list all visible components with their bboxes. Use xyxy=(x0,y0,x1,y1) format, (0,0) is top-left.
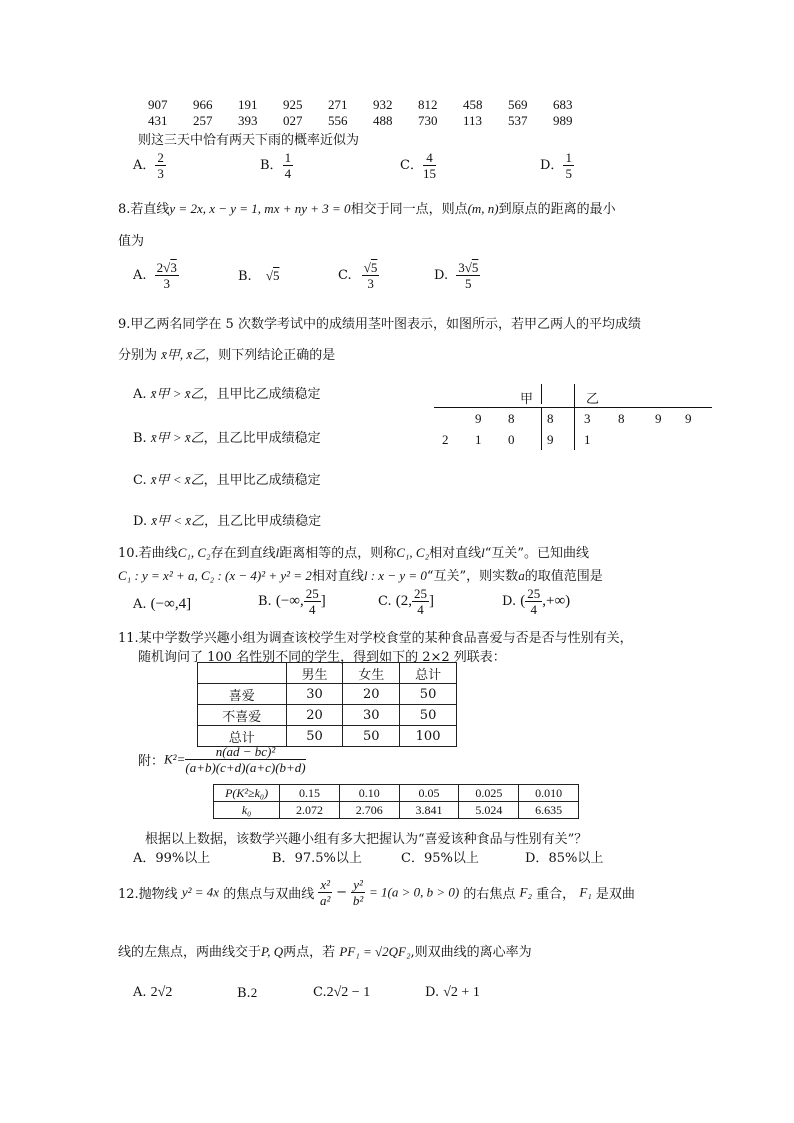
stem-leaf-right-divider xyxy=(574,384,575,450)
stem-leaf-leaf: 3 xyxy=(584,411,591,426)
table-cell: 0.05 xyxy=(399,785,459,802)
q7-option-c: C． $\frac{4}{15}$ xyxy=(400,150,436,181)
q9-option-b: B. x̄甲 > x̄乙，且乙比甲成绩稳定 xyxy=(133,430,321,446)
stem-leaf-leaf: 9 xyxy=(685,411,692,426)
table-row xyxy=(198,684,457,705)
q12-line-1: 12.抛物线 y² = 4x 的焦点与双曲线 $\frac{\text{x²}}{\text{a²}}$ − $\frac{\text{y²}}{\text{b²}}$ = 1(a > 0, b > 0) 的右焦点 F₂ 重合， F₁ 是双曲 xyxy=(118,877,635,908)
q9-line-1: 9.甲乙两名同学在 5 次数学考试中的成绩用茎叶图表示，如图所示，若甲乙两人的平均成绩 xyxy=(118,317,641,332)
random-numbers-row-2: 431 257 393 027 556 488 730 113 537 989 xyxy=(148,113,573,128)
q9-option-d: D. x̄甲 < x̄乙，且乙比甲成绩稳定 xyxy=(133,513,322,529)
q8-option-b: B. √5 xyxy=(238,268,280,284)
table-cell: 5.024 xyxy=(459,802,519,819)
stem-leaf-header-right: 乙 xyxy=(586,392,600,407)
q7-option-d: D． $\frac{1}{5}$ xyxy=(540,150,572,181)
table-row xyxy=(198,705,457,726)
q7-option-a: A． $\frac{2}{3}$ xyxy=(133,150,164,181)
table-cell: 6.635 xyxy=(519,802,579,819)
q11-option-b: B．97.5%以上 xyxy=(272,851,362,866)
stem-leaf-leaf: 1 xyxy=(475,432,482,447)
q11-line-2: 随机询问了 100 名性别不同的学生，得到如下的 2×2 列联表： xyxy=(138,650,506,665)
stem-leaf-leaf: 0 xyxy=(508,432,515,447)
table-cell: 女生 xyxy=(343,663,400,684)
stem-leaf-diagram xyxy=(434,384,712,450)
q8-option-c: C. $\frac{√5}{3}$ xyxy=(338,260,378,291)
q9-option-c: C. x̄甲 < x̄乙，且甲比乙成绩稳定 xyxy=(133,472,321,488)
table-cell: 50 xyxy=(400,705,457,726)
q7-option-b: B． $\frac{1}{4}$ xyxy=(260,150,292,181)
critical-value-table xyxy=(213,784,579,819)
q12-option-c: C.2√2 − 1 xyxy=(313,985,371,1000)
stem-leaf-horizontal-line xyxy=(434,407,712,408)
table-cell: 2.072 xyxy=(280,802,340,819)
q10-option-b: B. (−∞, $\frac{25}{4}$ ] xyxy=(258,586,326,617)
table-cell: 总计 xyxy=(400,663,457,684)
q8-line-2: 值为 xyxy=(118,234,145,249)
q10-option-c: C. (2, $\frac{25}{4}$ ] xyxy=(378,586,435,617)
table-cell: 50 xyxy=(286,726,343,747)
q7-question-text: 则这三天中恰有两天下雨的概率近似为 xyxy=(138,133,360,148)
stem-leaf-leaf: 9 xyxy=(655,411,662,426)
q11-line-1: 11.某中学数学兴趣小组为调查该校学生对学校食堂的某种食品喜爱与否是否与性别有关， xyxy=(118,631,633,646)
q10-option-d: D. ( $\frac{25}{4}$ ,+∞) xyxy=(502,586,571,617)
q12-option-d: D. √2 + 1 xyxy=(425,985,480,1000)
table-row xyxy=(214,785,579,802)
table-cell: 0.025 xyxy=(459,785,519,802)
stem-leaf-stem: 8 xyxy=(547,411,554,426)
stem-leaf-leaf: 9 xyxy=(475,411,482,426)
table-cell: 总计 xyxy=(198,726,287,747)
stem-leaf-leaf: 2 xyxy=(442,432,449,447)
q12-option-b: B.2 xyxy=(237,985,258,1001)
table-cell: 3.841 xyxy=(399,802,459,819)
table-cell: 20 xyxy=(286,705,343,726)
q8-option-a: A. $\frac{2√3}{3}$ xyxy=(133,260,177,291)
stem-leaf-left-header-divider xyxy=(541,384,542,404)
q11-option-c: C．95%以上 xyxy=(401,851,479,866)
table-cell: 100 xyxy=(400,726,457,747)
table-cell: 50 xyxy=(343,726,400,747)
k-squared-formula: 附：K²= $\frac{\text{n(ad − bc)²}}{(a+b)(c+d)(a+c)(b+d)}$ xyxy=(138,744,306,775)
q9-line-2: 分别为 x̄甲, x̄乙，则下列结论正确的是 xyxy=(118,347,336,363)
q11-option-a: A．99%以上 xyxy=(133,851,211,866)
q11-question: 根据以上数据，该数学兴趣小组有多大把握认为“喜爱该种食品与性别有关”？ xyxy=(145,832,588,847)
q12-line-2: 线的左焦点，两曲线交于P, Q两点，若 PF₁ = √2QF₂,则双曲线的离心率为 xyxy=(118,944,532,960)
table-row xyxy=(198,663,457,684)
table-cell: 男生 xyxy=(286,663,343,684)
table-cell: 50 xyxy=(400,684,457,705)
table-cell: 0.15 xyxy=(280,785,340,802)
table-cell: 0.010 xyxy=(519,785,579,802)
table-cell: P(K²≥k₀) xyxy=(214,785,280,802)
q10-line-1: 10.若曲线C₁, C₂存在到直线l距离相等的点，则称C₁, C₂相对直线l“互关”。已知曲线 xyxy=(118,545,590,561)
stem-leaf-leaf: 1 xyxy=(584,432,591,447)
contingency-table xyxy=(197,662,457,747)
q9-option-a: A. x̄甲 > x̄乙，且甲比乙成绩稳定 xyxy=(133,386,321,402)
table-cell xyxy=(198,663,287,684)
q8-option-d: D. $\frac{3√5}{5}$ xyxy=(434,260,479,291)
stem-leaf-leaf: 8 xyxy=(508,411,515,426)
q12-option-a: A. 2√2 xyxy=(133,985,173,1000)
stem-leaf-left-divider xyxy=(541,407,542,450)
table-cell: 0.10 xyxy=(339,785,399,802)
table-cell: 20 xyxy=(343,684,400,705)
random-numbers-row-1: 907 966 191 925 271 932 812 458 569 683 xyxy=(148,97,573,112)
q8-line-1: 8.若直线y = 2x, x − y = 1, mx + ny + 3 = 0相交于同一点，则点(m, n)到原点的距离的最小 xyxy=(118,201,616,217)
table-row xyxy=(214,802,579,819)
q11-option-d: D．85%以上 xyxy=(525,851,604,866)
table-cell: 2.706 xyxy=(339,802,399,819)
q10-line-2: C₁ : y = x² + a, C₂ : (x − 4)² + y² = 2相对直线l : x − y = 0“互关”，则实数a的取值范围是 xyxy=(118,568,603,584)
stem-leaf-leaf: 8 xyxy=(618,411,625,426)
table-cell: 30 xyxy=(286,684,343,705)
stem-leaf-stem: 9 xyxy=(547,432,554,447)
table-cell: 喜爱 xyxy=(198,684,287,705)
table-cell: 不喜爱 xyxy=(198,705,287,726)
table-cell: k₀ xyxy=(214,802,280,819)
table-cell: 30 xyxy=(343,705,400,726)
stem-leaf-header-left: 甲 xyxy=(520,392,534,407)
q10-option-a: A. (−∞,4] xyxy=(133,596,192,612)
